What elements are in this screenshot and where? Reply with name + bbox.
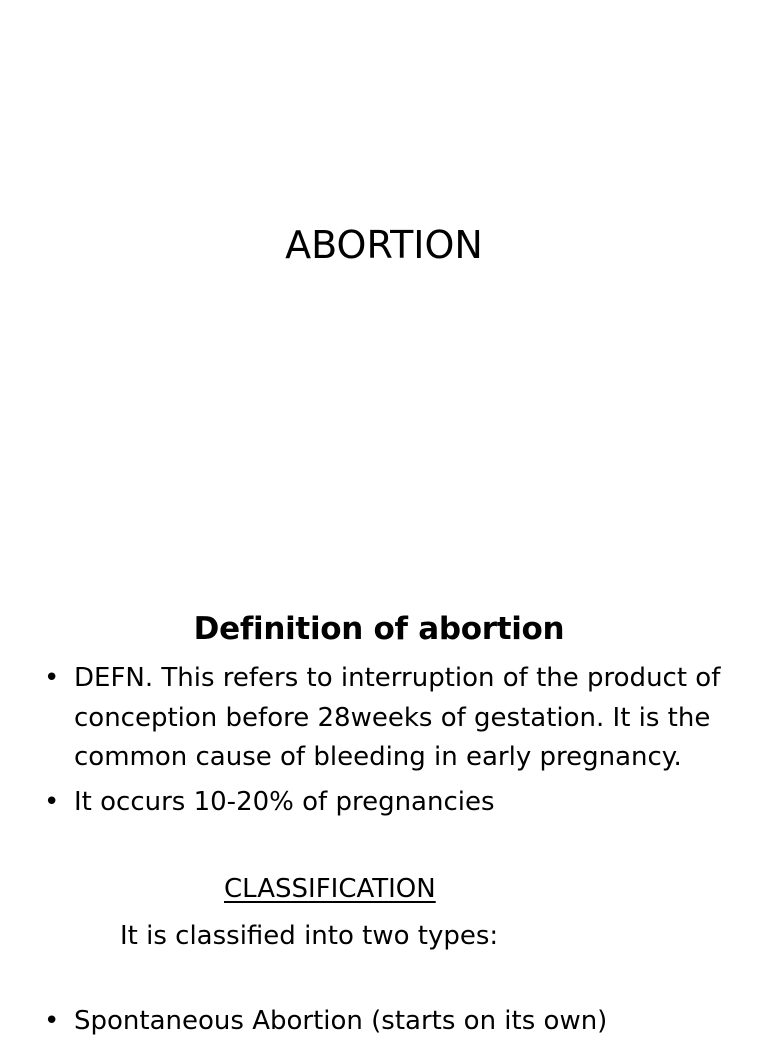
bullet-icon: • (44, 786, 60, 817)
classification-heading: CLASSIFICATION (224, 874, 436, 904)
slide-title: ABORTION (285, 223, 483, 267)
list-item (44, 659, 734, 778)
incidence-text: It occurs 10-20% of pregnancies (74, 786, 495, 817)
classification-intro: It is classified into two types: (120, 921, 499, 951)
bullet-icon: • (44, 1006, 60, 1036)
bullet-icon: • (44, 663, 60, 693)
classification-type-text: Spontaneous Abortion (starts on its own) (74, 1006, 608, 1036)
definition-bullet-list (44, 659, 734, 827)
definition-heading: Definition of abortion (193, 611, 565, 647)
list-item (44, 783, 734, 823)
classification-bullet-list (44, 1002, 754, 1041)
definition-text: DEFN. This refers to interruption of the product of conception before 28weeks of gestation. It is the common cause of bleeding in early pregnancy. (74, 663, 721, 772)
list-item (44, 1002, 754, 1041)
